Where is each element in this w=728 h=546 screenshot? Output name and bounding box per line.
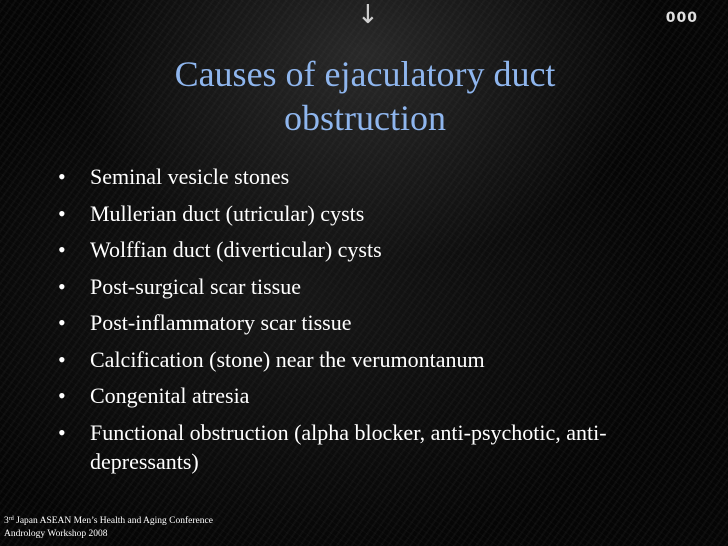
footer-line-1-text: Japan ASEAN Men’s Health and Aging Conference [13, 516, 213, 526]
footer-ordinal-number: 3 [4, 516, 9, 526]
footer-line-1 [4, 513, 213, 528]
bullet-icon: • [58, 383, 66, 408]
bullet-item [56, 235, 656, 264]
bullet-list [56, 162, 656, 476]
bullet-icon: • [58, 237, 66, 262]
bullet-item [56, 162, 656, 191]
footer-conference [4, 513, 213, 541]
bullet-item [56, 308, 656, 337]
bullet-item [56, 272, 656, 301]
footer-ordinal-suffix: rd [8, 516, 14, 522]
bullet-text: Congenital atresia [90, 383, 250, 408]
slide-title [100, 52, 630, 140]
bullet-item [56, 418, 656, 476]
footer-line-2: Andrology Workshop 2008 [4, 529, 108, 539]
bullet-item [56, 199, 656, 228]
bullet-item [56, 381, 656, 410]
bullet-text: Calcification (stone) near the verumontanum [90, 346, 485, 372]
corner-marker: 000 [665, 10, 698, 26]
title-line-2: obstruction [284, 98, 446, 138]
bullet-icon: • [58, 273, 66, 299]
bullet-icon: • [58, 164, 66, 189]
bullet-icon: • [58, 200, 66, 226]
down-arrow-icon: ↓ [357, 0, 379, 30]
bullet-text: Wolffian duct (diverticular) cysts [90, 237, 382, 262]
bullet-icon: • [58, 419, 66, 445]
title-line-1: Causes of ejaculatory duct [174, 54, 556, 94]
bullet-icon: • [58, 310, 66, 335]
bullet-text: Post-inflammatory scar tissue [90, 310, 352, 335]
bullet-text: Functional obstruction (alpha blocker, anti-psychotic, anti-depressants) [90, 419, 607, 474]
bullet-icon: • [58, 346, 66, 372]
bullet-text: Seminal vesicle stones [90, 164, 290, 189]
bullet-item [56, 345, 656, 374]
bullet-text: Post-surgical scar tissue [90, 273, 302, 299]
bullet-text: Mullerian duct (utricular) cysts [90, 200, 365, 226]
